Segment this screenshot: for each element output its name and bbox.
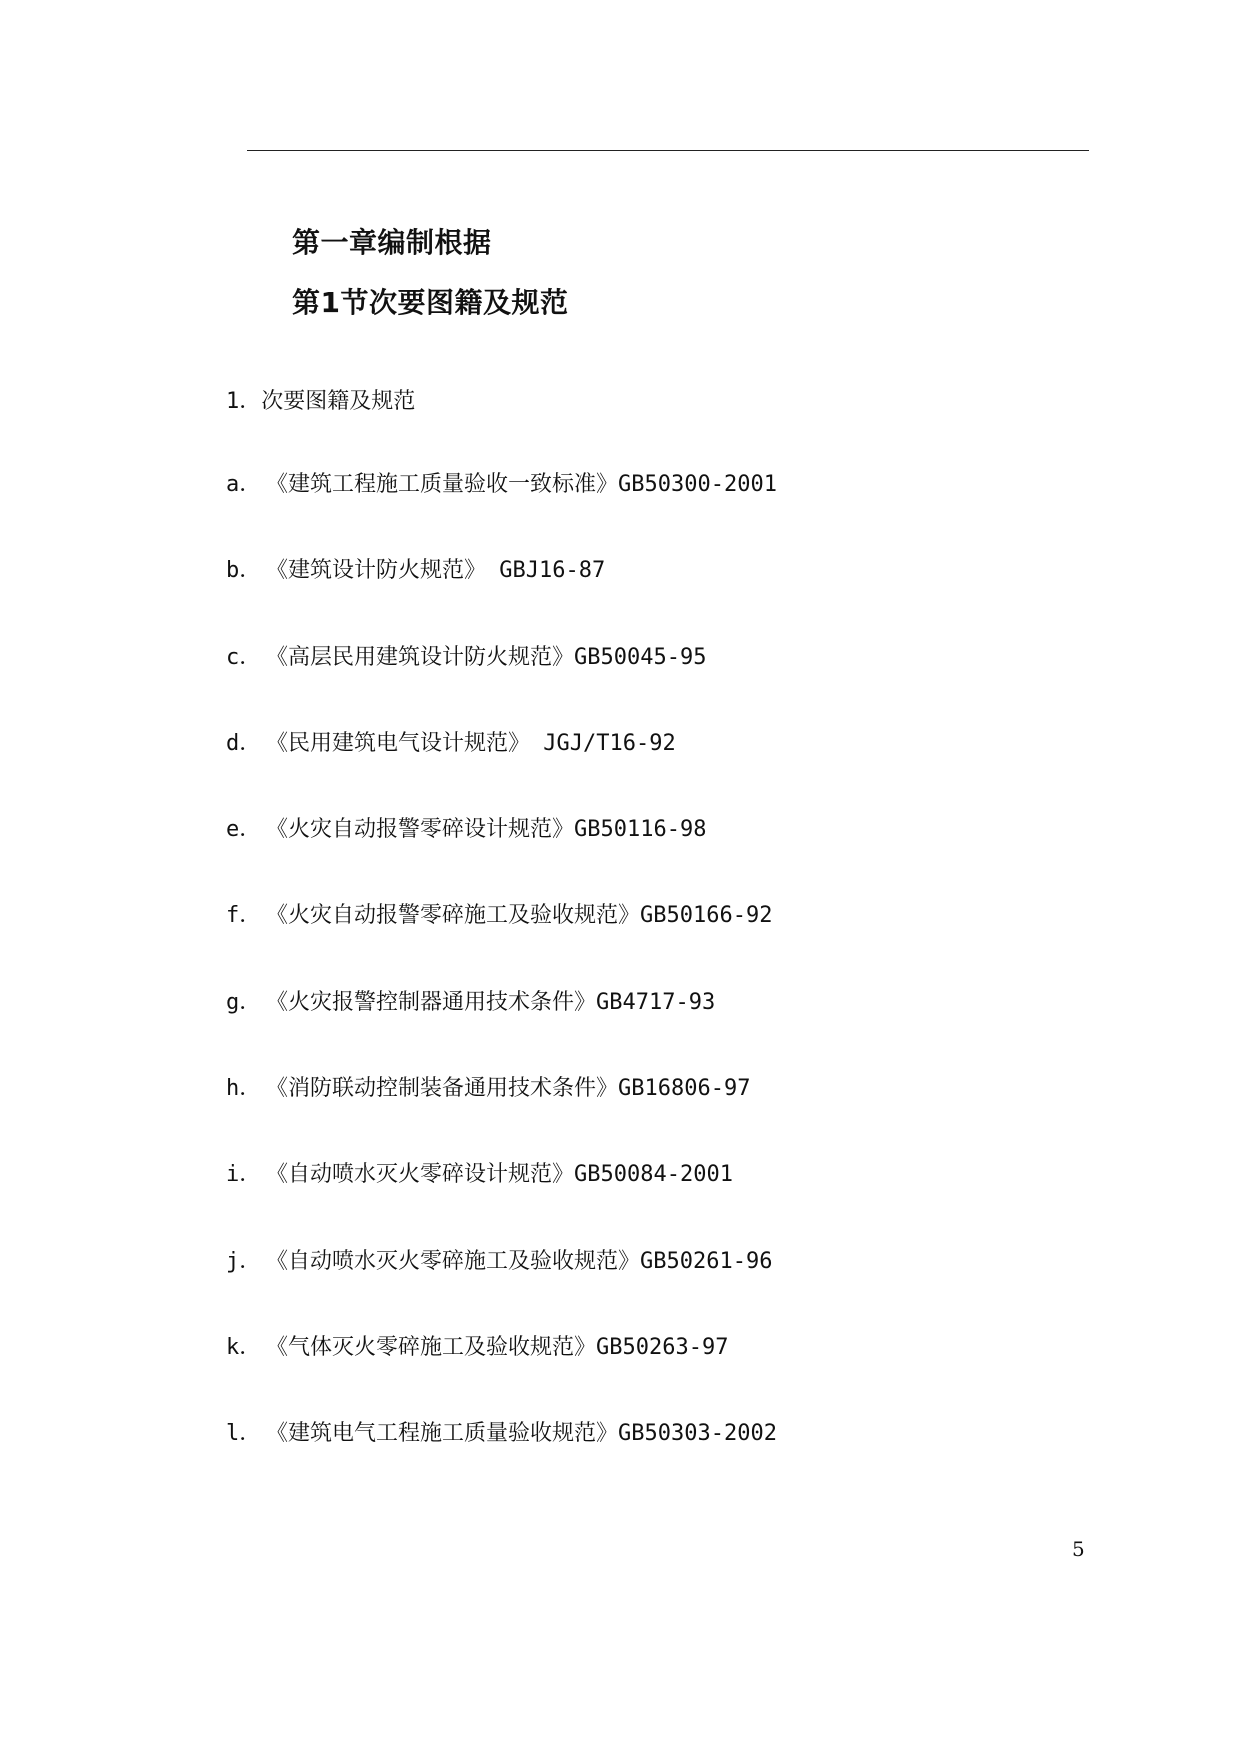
reference-item [226,1419,777,1505]
reference-marker: c． [226,644,262,670]
reference-item [226,729,777,815]
reference-item [226,901,777,987]
reference-item [226,1160,777,1246]
reference-marker: d． [226,730,262,756]
reference-text: 《气体灭火零碎施工及验收规范》GB50263-97 [266,1334,729,1360]
reference-item [226,1074,777,1160]
reference-marker: i． [226,1162,262,1188]
reference-marker: k． [226,1334,262,1360]
reference-item [226,1247,777,1333]
reference-marker: j． [226,1248,262,1274]
reference-text: 《民用建筑电气设计规范》 JGJ/T16-92 [266,730,676,756]
page-number: 5 [1072,1537,1085,1561]
reference-item [226,815,777,901]
reference-marker: l． [226,1421,262,1447]
reference-text: 《建筑工程施工质量验收一致标准》GB50300-2001 [266,472,777,497]
reference-item [226,470,777,556]
reference-text: 《自动喷水灭火零碎施工及验收规范》GB50261-96 [266,1248,773,1274]
reference-item [226,643,777,729]
reference-marker: h． [226,1076,262,1102]
section-title: 第1节次要图籍及规范 [292,286,569,319]
reference-marker: g． [226,989,262,1015]
reference-text: 《火灾报警控制器通用技术条件》GB4717-93 [266,989,716,1015]
reference-item [226,1333,777,1419]
reference-marker: f． [226,903,262,929]
reference-item [226,988,777,1074]
reference-marker: e． [226,817,262,843]
chapter-title: 第一章编制根据 [292,226,492,259]
reference-text: 《火灾自动报警零碎设计规范》GB50116-98 [266,817,707,843]
reference-text: 《建筑电气工程施工质量验收规范》GB50303-2002 [266,1421,777,1447]
reference-text: 《消防联动控制装备通用技术条件》GB16806-97 [266,1076,751,1102]
reference-marker: a． [226,472,262,497]
reference-marker: b． [226,558,262,584]
header-rule [247,150,1089,151]
list-heading: 1．次要图籍及规范 [226,389,416,414]
reference-item [226,556,777,642]
reference-text: 《自动喷水灭火零碎设计规范》GB50084-2001 [266,1162,733,1188]
reference-text: 《火灾自动报警零碎施工及验收规范》GB50166-92 [266,903,773,929]
reference-text: 《高层民用建筑设计防火规范》GB50045-95 [266,644,707,670]
reference-text: 《建筑设计防火规范》 GBJ16-87 [266,558,606,584]
reference-list [226,470,777,1506]
